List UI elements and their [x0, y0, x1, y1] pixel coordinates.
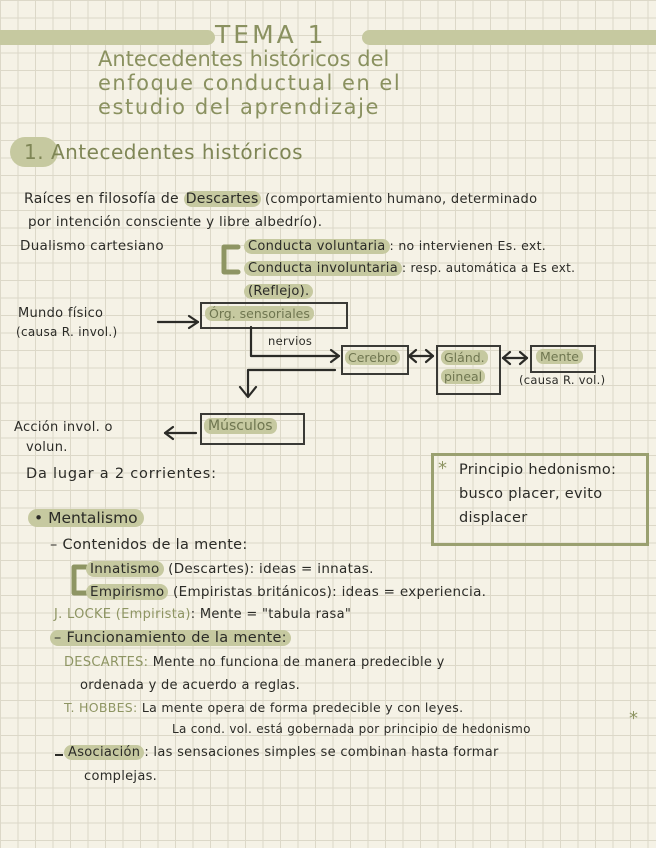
raices-prefix: Raíces en filosofía de	[24, 191, 184, 207]
glandula-line-2: pineal	[441, 369, 485, 384]
empirismo-line	[86, 584, 486, 600]
glandula-line-1: Glánd.	[441, 350, 488, 365]
conducta-involuntaria: Conducta involuntaria	[244, 261, 402, 276]
org-sensoriales: Órg. sensoriales	[205, 306, 314, 321]
hedonismo-line-3: displacer	[459, 510, 528, 526]
asociacion-line	[54, 745, 499, 760]
accion-line-1: Acción invol. o	[14, 420, 113, 435]
asociacion: Asociación	[64, 745, 144, 760]
raices-line-2: por intención consciente y libre albedrío).	[28, 214, 323, 230]
contenidos-line: – Contenidos de la mente:	[50, 537, 248, 553]
empirismo-rest: (Empiristas británicos): ideas = experiencia.	[168, 584, 487, 600]
funcionamiento: – Funcionamiento de la mente:	[50, 630, 291, 646]
causa-invol: (causa R. invol.)	[16, 325, 118, 339]
asociacion-dash	[55, 754, 63, 756]
descartes-text-1: Mente no funciona de manera predecible y	[152, 655, 445, 670]
conducta-voluntaria: Conducta voluntaria	[244, 239, 390, 254]
dualismo-label: Dualismo cartesiano	[20, 238, 164, 254]
hobbes-star: *	[629, 708, 638, 729]
hobbes-line-1	[64, 700, 463, 715]
mundo-fisico: Mundo físico	[18, 306, 104, 321]
asociacion-line-2: complejas.	[84, 769, 158, 784]
reflejo: (Reflejo).	[244, 284, 313, 299]
innatismo-rest: (Descartes): ideas = innatas.	[163, 561, 374, 577]
locke-rest: : Mente = "tabula rasa"	[190, 607, 352, 622]
innatismo-line	[86, 561, 374, 577]
subtitle-line-3: estudio del aprendizaje	[98, 95, 381, 119]
hedonismo-star: *	[438, 458, 447, 479]
conducta-voluntaria-rest: : no intervienen Es. ext.	[389, 238, 547, 253]
funcionamiento-line	[50, 630, 291, 646]
hobbes-label: T. HOBBES:	[64, 700, 138, 715]
accion-line-2: volun.	[26, 440, 68, 455]
mente: Mente	[536, 349, 583, 364]
hobbes-line-2: La cond. vol. está gobernada por principio de hedonismo	[172, 722, 531, 736]
subtitle-line-1: Antecedentes históricos del	[98, 47, 390, 71]
section-heading: 1. Antecedentes históricos	[24, 140, 304, 164]
subtitle-line-2: enfoque conductual en el	[98, 71, 402, 95]
cerebro: Cerebro	[345, 350, 400, 365]
descartes-highlight: Descartes	[185, 191, 259, 207]
hedonismo-line-2: busco placer, evito	[459, 486, 603, 502]
conducta-involuntaria-rest: : resp. automática a Es ext.	[401, 261, 576, 275]
empirismo: Empirismo	[86, 584, 168, 600]
locke-label: J. LOCKE (Empirista)	[54, 607, 191, 622]
page-title: TEMA 1	[215, 20, 327, 49]
causa-vol: (causa R. vol.)	[519, 373, 606, 387]
descartes-label: DESCARTES:	[64, 655, 149, 670]
innatismo: Innatismo	[86, 561, 164, 577]
descartes-line-1	[64, 655, 445, 670]
asociacion-rest: : las sensaciones simples se combinan hasta formar	[144, 745, 499, 760]
nervios-label: nervios	[268, 334, 313, 348]
mentalismo-heading: • Mentalismo	[28, 509, 144, 527]
raices-suffix: (comportamiento humano, determinado	[260, 192, 538, 207]
corrientes-line: Da lugar a 2 corrientes:	[26, 466, 217, 482]
descartes-line-2: ordenada y de acuerdo a reglas.	[80, 678, 301, 693]
hobbes-text-1: La mente opera de forma predecible y con leyes.	[141, 700, 464, 715]
hedonismo-line-1: Principio hedonismo:	[459, 462, 617, 478]
locke-line	[54, 607, 351, 622]
musculos: Músculos	[204, 418, 277, 434]
